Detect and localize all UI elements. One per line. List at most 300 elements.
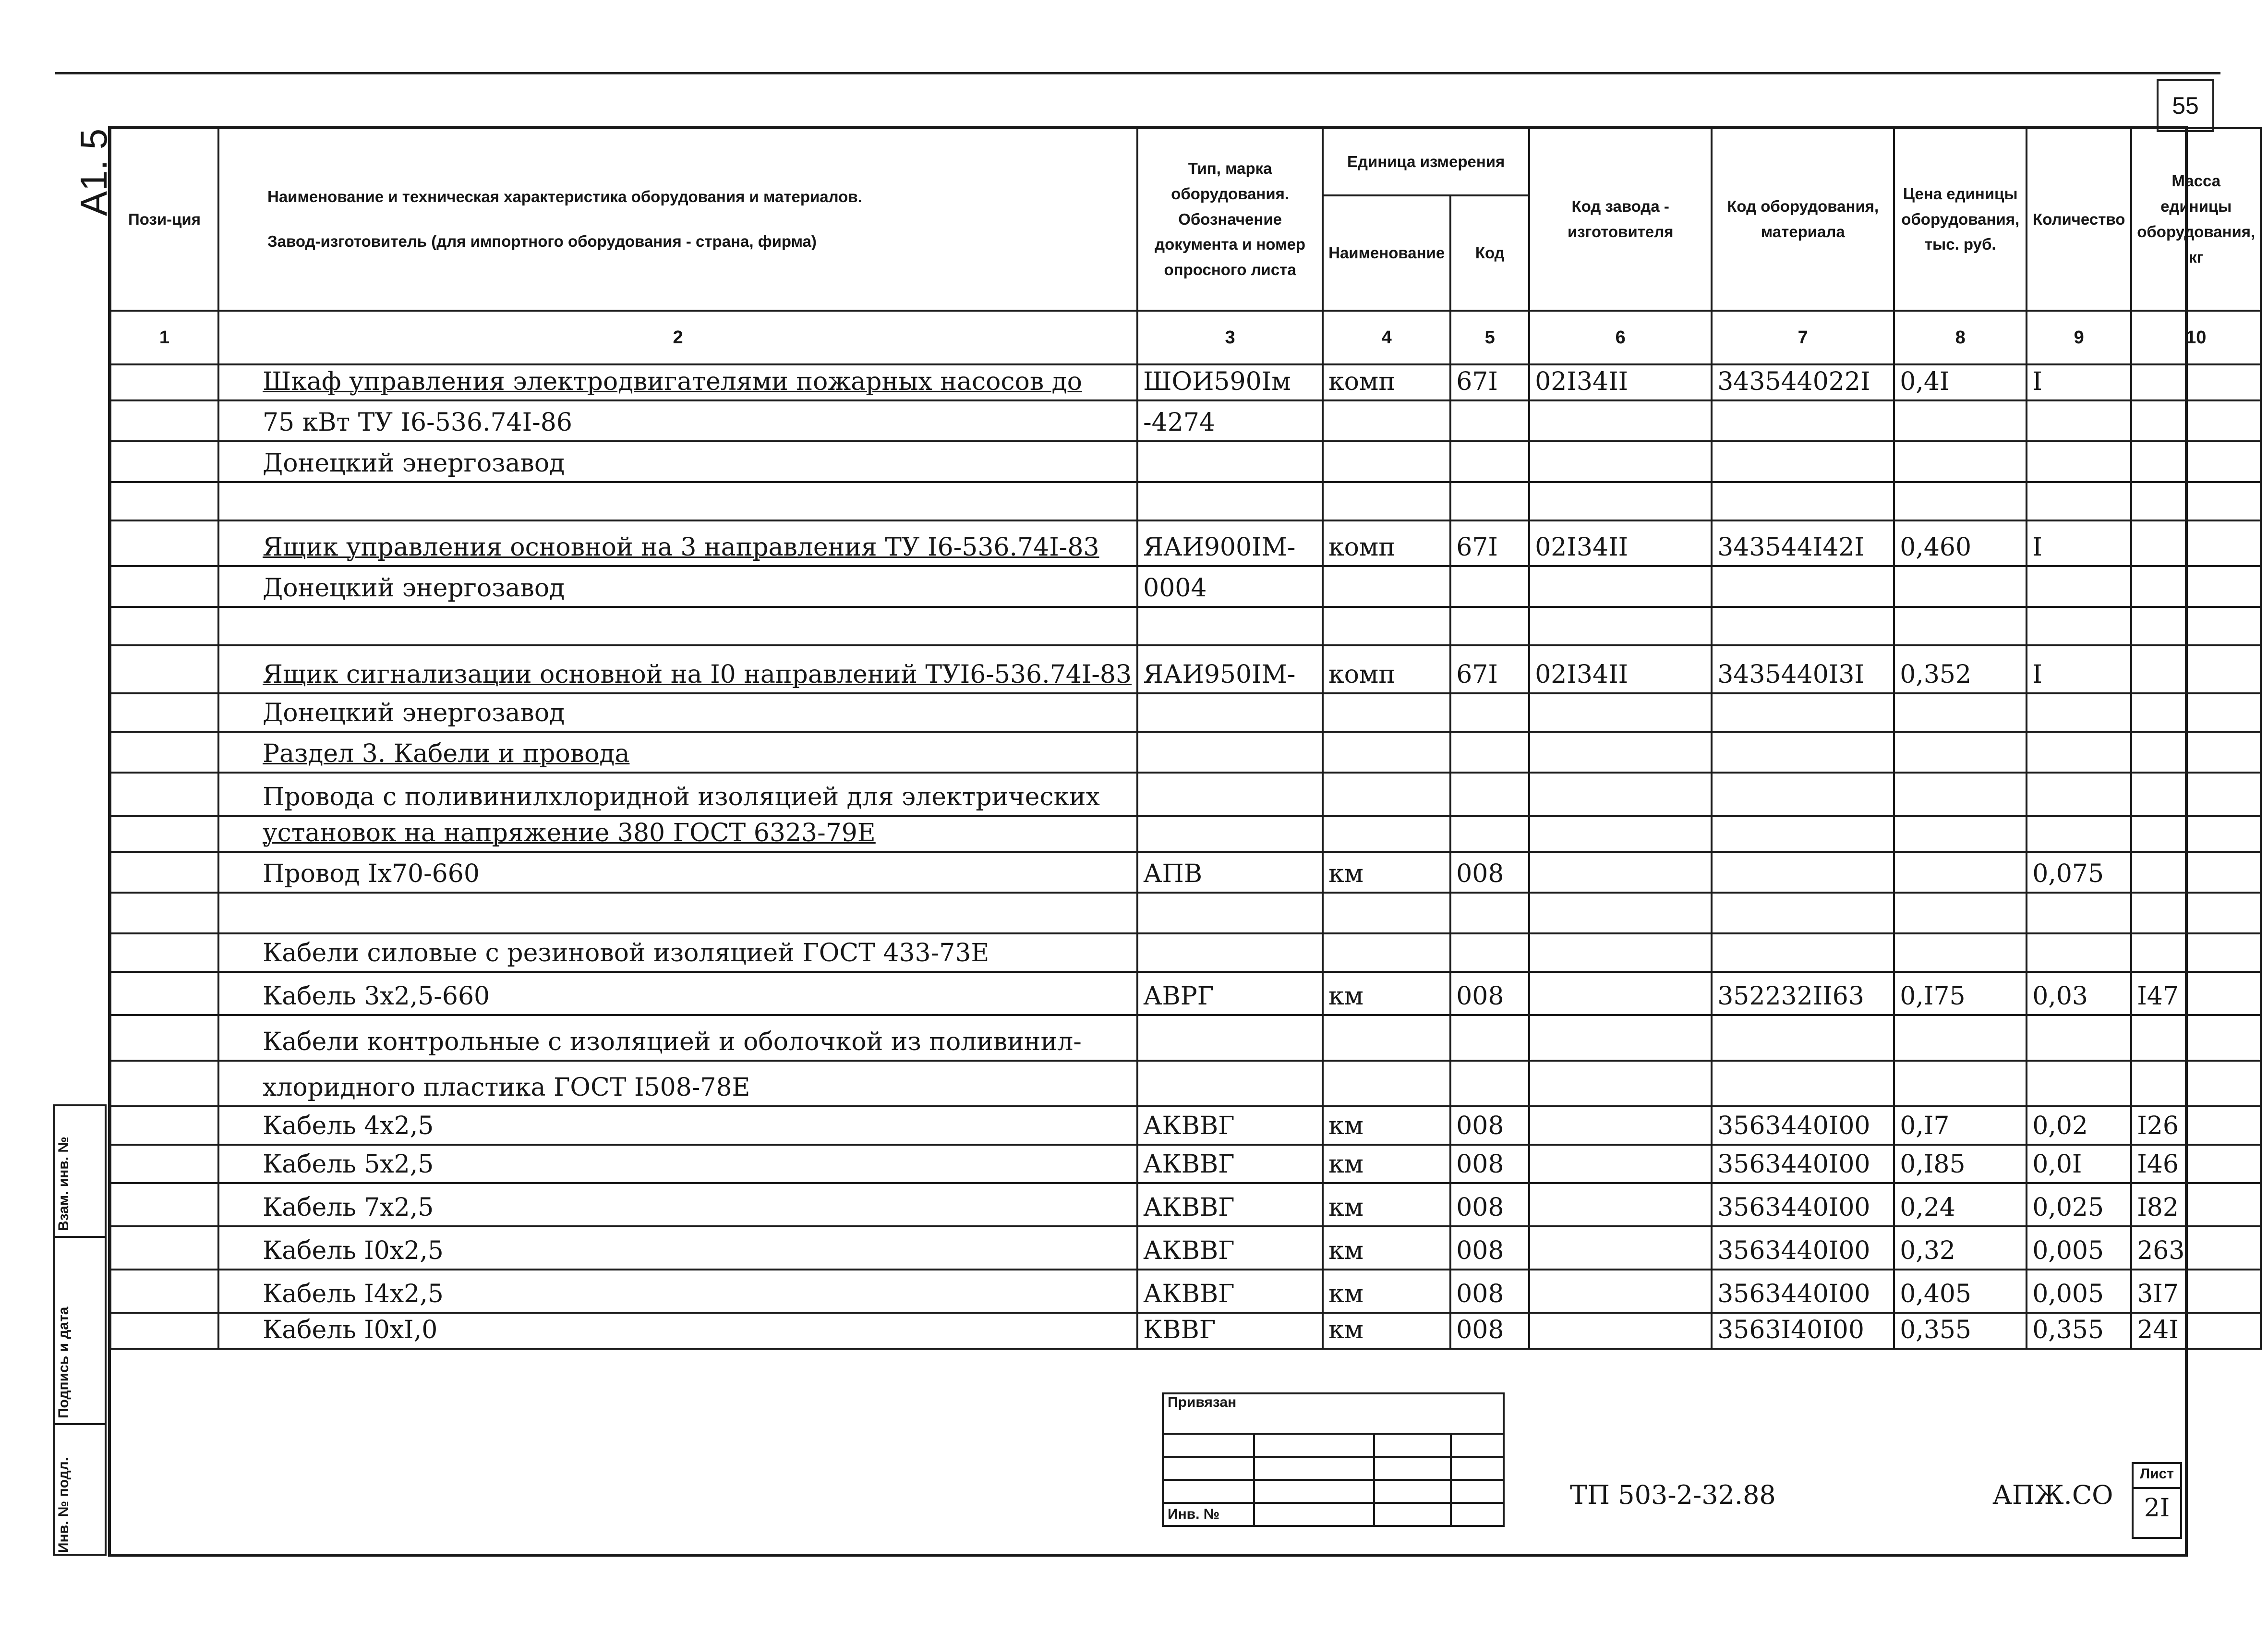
side-mark: А1. 5 [72, 128, 115, 216]
cell-code [1712, 566, 1894, 607]
cell-price [1894, 933, 2027, 972]
cell-plant [1529, 482, 1712, 520]
cell-unit [1323, 732, 1450, 773]
cell-unit [1323, 816, 1450, 852]
cell-ucode: 008 [1450, 972, 1529, 1015]
cell-name: Раздел 3. Кабели и провода [218, 732, 1137, 773]
cell-plant [1529, 933, 1712, 972]
cell-qty [2027, 773, 2131, 816]
cell-ucode: 67I [1450, 645, 1529, 693]
cell-unit [1323, 1015, 1450, 1061]
cell-type [1137, 1015, 1323, 1061]
cell-name: Кабели контрольные с изоляцией и оболочкой из поливинил- [218, 1015, 1137, 1061]
cell-unit: км [1323, 1106, 1450, 1145]
header-quantity: Количество [2027, 128, 2131, 311]
cell-unit: км [1323, 852, 1450, 893]
cell-type [1137, 482, 1323, 520]
table-row [110, 1313, 2261, 1349]
cell-mass [2131, 607, 2261, 645]
cell-qty [2027, 732, 2131, 773]
colnum-9: 9 [2027, 311, 2131, 364]
cell-mass: I47 [2131, 972, 2261, 1015]
stamp-cell [1254, 1480, 1374, 1503]
cell-code: 3563440I00 [1712, 1226, 1894, 1270]
sheet-divider [2134, 1487, 2180, 1489]
cell-position [110, 972, 218, 1015]
cell-name: Кабель 7х2,5 [218, 1183, 1137, 1226]
cell-price [1894, 773, 2027, 816]
cell-code [1712, 893, 1894, 933]
table-row [110, 364, 2261, 400]
cell-name: Донецкий энергозавод [218, 693, 1137, 732]
cell-type: КВВГ [1137, 1313, 1323, 1349]
cell-unit: км [1323, 1270, 1450, 1313]
cell-position [110, 1145, 218, 1183]
cell-code: 343544022I [1712, 364, 1894, 400]
cell-name: хлоридного пластика ГОСТ I508-78Е [218, 1061, 1137, 1106]
cell-code [1712, 933, 1894, 972]
cell-code [1712, 816, 1894, 852]
cell-mass [2131, 364, 2261, 400]
table-row [110, 1183, 2261, 1226]
cell-type [1137, 933, 1323, 972]
cell-qty: 0,03 [2027, 972, 2131, 1015]
cell-name: Кабели силовые с резиновой изоляцией ГОСТ 433-73Е [218, 933, 1137, 972]
cell-plant [1529, 1270, 1712, 1313]
cell-price: 0,355 [1894, 1313, 2027, 1349]
header-name [218, 128, 1137, 311]
cell-unit [1323, 933, 1450, 972]
cell-unit [1323, 607, 1450, 645]
cell-mass [2131, 400, 2261, 441]
stamp-cell [1374, 1503, 1451, 1526]
cell-unit: комп [1323, 645, 1450, 693]
cell-position [110, 607, 218, 645]
cell-position [110, 520, 218, 566]
cell-code [1712, 400, 1894, 441]
table-row [110, 1106, 2261, 1145]
table-row [110, 607, 2261, 645]
strip-divider [55, 1423, 105, 1425]
cell-ucode: 67I [1450, 520, 1529, 566]
cell-type: АКВВГ [1137, 1226, 1323, 1270]
cell-plant [1529, 816, 1712, 852]
cell-position [110, 1106, 218, 1145]
cell-qty [2027, 1061, 2131, 1106]
cell-code: 343544I42I [1712, 520, 1894, 566]
colnum-6: 6 [1529, 311, 1712, 364]
cell-name: Донецкий энергозавод [218, 441, 1137, 482]
cell-price: 0,I75 [1894, 972, 2027, 1015]
colnum-1: 1 [110, 311, 218, 364]
cell-plant [1529, 607, 1712, 645]
cell-name: установок на напряжение 380 ГОСТ 6323-79Е [218, 816, 1137, 852]
cell-code: 3435440I3I [1712, 645, 1894, 693]
cell-type [1137, 607, 1323, 645]
cell-name: Кабель I0х2,5 [218, 1226, 1137, 1270]
table-row [110, 1015, 2261, 1061]
cell-mass: 263 [2131, 1226, 2261, 1270]
cell-name: Ящик управления основной на 3 направления ТУ I6-536.74I-83 [218, 520, 1137, 566]
cell-name: Кабель 4х2,5 [218, 1106, 1137, 1145]
left-approval-strip [53, 1104, 107, 1556]
cell-qty: I [2027, 520, 2131, 566]
stamp-cell [1254, 1457, 1374, 1480]
cell-price [1894, 1015, 2027, 1061]
cell-position [110, 1183, 218, 1226]
header-name-line2: Завод-изготовитель (для импортного оборудования - страна, фирма) [267, 232, 817, 250]
cell-plant [1529, 1145, 1712, 1183]
cell-price [1894, 441, 2027, 482]
cell-code [1712, 607, 1894, 645]
cell-plant [1529, 732, 1712, 773]
cell-price [1894, 693, 2027, 732]
table-row [110, 933, 2261, 972]
cell-code [1712, 1015, 1894, 1061]
colnum-7: 7 [1712, 311, 1894, 364]
cell-position [110, 566, 218, 607]
cell-type [1137, 732, 1323, 773]
cell-type [1137, 693, 1323, 732]
cell-qty: 0,02 [2027, 1106, 2131, 1145]
cell-plant [1529, 1015, 1712, 1061]
cell-plant [1529, 566, 1712, 607]
cell-qty: 0,355 [2027, 1313, 2131, 1349]
cell-price [1894, 816, 2027, 852]
cell-qty [2027, 893, 2131, 933]
cell-mass [2131, 893, 2261, 933]
cell-unit: км [1323, 1313, 1450, 1349]
cell-qty: 0,075 [2027, 852, 2131, 893]
cell-type: АКВВГ [1137, 1106, 1323, 1145]
cell-code: 3563440I00 [1712, 1270, 1894, 1313]
cell-ucode: 008 [1450, 1183, 1529, 1226]
cell-unit [1323, 400, 1450, 441]
cell-name: Кабель I0хI,0 [218, 1313, 1137, 1349]
cell-unit [1323, 482, 1450, 520]
cell-name: 75 кВт ТУ I6-536.74I-86 [218, 400, 1137, 441]
stamp-cell [1163, 1480, 1254, 1503]
cell-plant [1529, 1061, 1712, 1106]
cell-ucode [1450, 732, 1529, 773]
header-unit-group: Единица измерения [1323, 128, 1529, 195]
cell-type: ЯАИ900IМ- [1137, 520, 1323, 566]
cell-plant: 02I34II [1529, 645, 1712, 693]
cell-unit: км [1323, 1145, 1450, 1183]
cell-name [218, 482, 1137, 520]
cell-type: АКВВГ [1137, 1183, 1323, 1226]
cell-plant: 02I34II [1529, 520, 1712, 566]
cell-position [110, 482, 218, 520]
table-row [110, 1226, 2261, 1270]
cell-ucode [1450, 693, 1529, 732]
cell-price: 0,32 [1894, 1226, 2027, 1270]
cell-type [1137, 773, 1323, 816]
cell-mass [2131, 645, 2261, 693]
cell-qty [2027, 1015, 2131, 1061]
cell-qty: 0,0I [2027, 1145, 2131, 1183]
cell-price: 0,460 [1894, 520, 2027, 566]
table-row [110, 972, 2261, 1015]
cell-type: АКВВГ [1137, 1145, 1323, 1183]
cell-ucode: 008 [1450, 1270, 1529, 1313]
sheet-number: 2I [2144, 1494, 2170, 1523]
cell-plant [1529, 972, 1712, 1015]
cell-ucode [1450, 933, 1529, 972]
cell-ucode: 67I [1450, 364, 1529, 400]
cell-name [218, 607, 1137, 645]
cell-unit: км [1323, 1183, 1450, 1226]
cell-price [1894, 482, 2027, 520]
table-row [110, 566, 2261, 607]
cell-qty [2027, 566, 2131, 607]
header-name-line1: Наименование и техническая характеристика оборудования и материалов. [267, 188, 862, 206]
cell-position [110, 1313, 218, 1349]
colnum-3: 3 [1137, 311, 1323, 364]
label-replaced-inv: Взам. инв. № [56, 1137, 72, 1231]
cell-name: Ящик сигнализации основной на I0 направлений ТУI6-536.74I-83 [218, 645, 1137, 693]
cell-mass: I26 [2131, 1106, 2261, 1145]
colnum-4: 4 [1323, 311, 1450, 364]
cell-unit [1323, 893, 1450, 933]
cell-name [218, 893, 1137, 933]
cell-price [1894, 607, 2027, 645]
cell-price [1894, 732, 2027, 773]
cell-price: 0,I85 [1894, 1145, 2027, 1183]
cell-qty [2027, 693, 2131, 732]
cell-mass [2131, 732, 2261, 773]
cell-mass: 24I [2131, 1313, 2261, 1349]
header-unit-code: Код [1450, 195, 1529, 311]
table-row [110, 732, 2261, 773]
cell-name: Провода с поливинилхлоридной изоляцией для электрических [218, 773, 1137, 816]
cell-mass [2131, 852, 2261, 893]
document-code: АПЖ.СО [1992, 1480, 2113, 1510]
table-row [110, 693, 2261, 732]
stamp-cell [1451, 1480, 1504, 1503]
cell-position [110, 933, 218, 972]
cell-price [1894, 893, 2027, 933]
cell-name: Кабель I4х2,5 [218, 1270, 1137, 1313]
cell-plant [1529, 1183, 1712, 1226]
cell-ucode [1450, 400, 1529, 441]
sheet-label: Лист [2140, 1466, 2174, 1482]
cell-name: Провод Iх70-660 [218, 852, 1137, 893]
cell-position [110, 441, 218, 482]
stamp-cell [1374, 1480, 1451, 1503]
cell-type [1137, 1061, 1323, 1106]
cell-ucode [1450, 773, 1529, 816]
cell-unit: км [1323, 972, 1450, 1015]
cell-unit [1323, 693, 1450, 732]
table-row [110, 441, 2261, 482]
cell-code [1712, 482, 1894, 520]
table-row [110, 482, 2261, 520]
cell-unit [1323, 566, 1450, 607]
stamp-cell [1374, 1457, 1451, 1480]
cell-plant [1529, 1226, 1712, 1270]
cell-ucode: 008 [1450, 1145, 1529, 1183]
cell-code: 3563440I00 [1712, 1183, 1894, 1226]
table-row [110, 852, 2261, 893]
cell-position [110, 693, 218, 732]
cell-code [1712, 1061, 1894, 1106]
cell-qty [2027, 933, 2131, 972]
cell-unit [1323, 773, 1450, 816]
header-mass: Масса единицы оборудования, кг [2131, 128, 2261, 311]
sheet-box [2132, 1462, 2182, 1539]
cell-ucode [1450, 566, 1529, 607]
cell-name: Кабель 5х2,5 [218, 1145, 1137, 1183]
cell-type: ЯАИ950IМ- [1137, 645, 1323, 693]
cell-type: 0004 [1137, 566, 1323, 607]
cell-mass [2131, 566, 2261, 607]
cell-mass [2131, 693, 2261, 732]
cell-qty: 0,005 [2027, 1226, 2131, 1270]
cell-price: 0,405 [1894, 1270, 2027, 1313]
cell-mass [2131, 1061, 2261, 1106]
header-plant-code: Код завода - изготовителя [1529, 128, 1712, 311]
cell-ucode [1450, 816, 1529, 852]
label-signature-date: Подпись и дата [56, 1306, 72, 1418]
cell-plant: 02I34II [1529, 364, 1712, 400]
cell-mass [2131, 1015, 2261, 1061]
cell-code: 3563440I00 [1712, 1145, 1894, 1183]
cell-ucode: 008 [1450, 852, 1529, 893]
cell-ucode [1450, 1061, 1529, 1106]
colnum-10: 10 [2131, 311, 2261, 364]
stamp-cell [1451, 1434, 1504, 1457]
cell-ucode [1450, 893, 1529, 933]
stamp-cell [1451, 1457, 1504, 1480]
cell-position [110, 732, 218, 773]
cell-position [110, 645, 218, 693]
strip-divider [55, 1236, 105, 1238]
cell-qty: I [2027, 364, 2131, 400]
cell-plant [1529, 893, 1712, 933]
cell-type: АКВВГ [1137, 1270, 1323, 1313]
cell-unit [1323, 1061, 1450, 1106]
cell-unit: комп [1323, 364, 1450, 400]
cell-name: Кабель 3х2,5-660 [218, 972, 1137, 1015]
cell-plant [1529, 852, 1712, 893]
cell-ucode [1450, 482, 1529, 520]
cell-price [1894, 566, 2027, 607]
cell-plant [1529, 441, 1712, 482]
cell-ucode [1450, 441, 1529, 482]
cell-plant [1529, 1106, 1712, 1145]
header-type: Тип, марка оборудования. Обозначение документа и номер опросного листа [1137, 128, 1323, 311]
header-equipment-code: Код оборудования, материала [1712, 128, 1894, 311]
cell-ucode [1450, 1015, 1529, 1061]
cell-price: 0,352 [1894, 645, 2027, 693]
cell-price: 0,4I [1894, 364, 2027, 400]
table-row [110, 1061, 2261, 1106]
cell-position [110, 773, 218, 816]
cell-qty [2027, 816, 2131, 852]
cell-unit [1323, 441, 1450, 482]
cell-mass [2131, 520, 2261, 566]
header-position: Пози-ция [110, 128, 218, 311]
cell-mass: I46 [2131, 1145, 2261, 1183]
cell-type: -4274 [1137, 400, 1323, 441]
cell-type [1137, 816, 1323, 852]
cell-ucode: 008 [1450, 1226, 1529, 1270]
cell-plant [1529, 693, 1712, 732]
cell-price [1894, 400, 2027, 441]
cell-position [110, 852, 218, 893]
cell-plant [1529, 400, 1712, 441]
cell-position [110, 816, 218, 852]
stamp-inv-label: Инв. № [1163, 1503, 1254, 1526]
cell-ucode: 008 [1450, 1106, 1529, 1145]
cell-unit: комп [1323, 520, 1450, 566]
cell-mass [2131, 441, 2261, 482]
stamp-bound-label: Привязан [1163, 1393, 1504, 1434]
cell-price [1894, 852, 2027, 893]
cell-position [110, 1226, 218, 1270]
cell-mass [2131, 482, 2261, 520]
table-row [110, 816, 2261, 852]
cell-ucode: 008 [1450, 1313, 1529, 1349]
cell-position [110, 1015, 218, 1061]
cell-qty: 0,005 [2027, 1270, 2131, 1313]
cell-price: 0,24 [1894, 1183, 2027, 1226]
colnum-8: 8 [1894, 311, 2027, 364]
cell-code: 3563I40I00 [1712, 1313, 1894, 1349]
table-row [110, 773, 2261, 816]
cell-type: АПВ [1137, 852, 1323, 893]
stamp-cell [1451, 1503, 1504, 1526]
table-row [110, 520, 2261, 566]
cell-code: 3563440I00 [1712, 1106, 1894, 1145]
cell-price: 0,I7 [1894, 1106, 2027, 1145]
cell-mass [2131, 816, 2261, 852]
cell-name: Шкаф управления электродвигателями пожарных насосов до [218, 364, 1137, 400]
cell-mass: I82 [2131, 1183, 2261, 1226]
binding-stamp [1162, 1392, 1505, 1527]
cell-qty [2027, 400, 2131, 441]
colnum-2: 2 [218, 311, 1137, 364]
stamp-cell [1374, 1434, 1451, 1457]
table-row [110, 645, 2261, 693]
cell-qty [2027, 482, 2131, 520]
colnum-5: 5 [1450, 311, 1529, 364]
cell-code: 352232II63 [1712, 972, 1894, 1015]
cell-price [1894, 1061, 2027, 1106]
top-border-line [55, 72, 2220, 74]
cell-type: ШОИ590Iм [1137, 364, 1323, 400]
cell-plant [1529, 1313, 1712, 1349]
cell-position [110, 893, 218, 933]
table-row [110, 893, 2261, 933]
cell-type [1137, 441, 1323, 482]
cell-name: Донецкий энергозавод [218, 566, 1137, 607]
cell-mass [2131, 773, 2261, 816]
cell-code [1712, 732, 1894, 773]
cell-position [110, 364, 218, 400]
cell-type [1137, 893, 1323, 933]
cell-unit: км [1323, 1226, 1450, 1270]
cell-position [110, 1061, 218, 1106]
stamp-cell [1163, 1457, 1254, 1480]
cell-ucode [1450, 607, 1529, 645]
page-number: 55 [2157, 79, 2214, 132]
cell-code [1712, 693, 1894, 732]
cell-qty: I [2027, 645, 2131, 693]
cell-plant [1529, 773, 1712, 816]
cell-code [1712, 852, 1894, 893]
